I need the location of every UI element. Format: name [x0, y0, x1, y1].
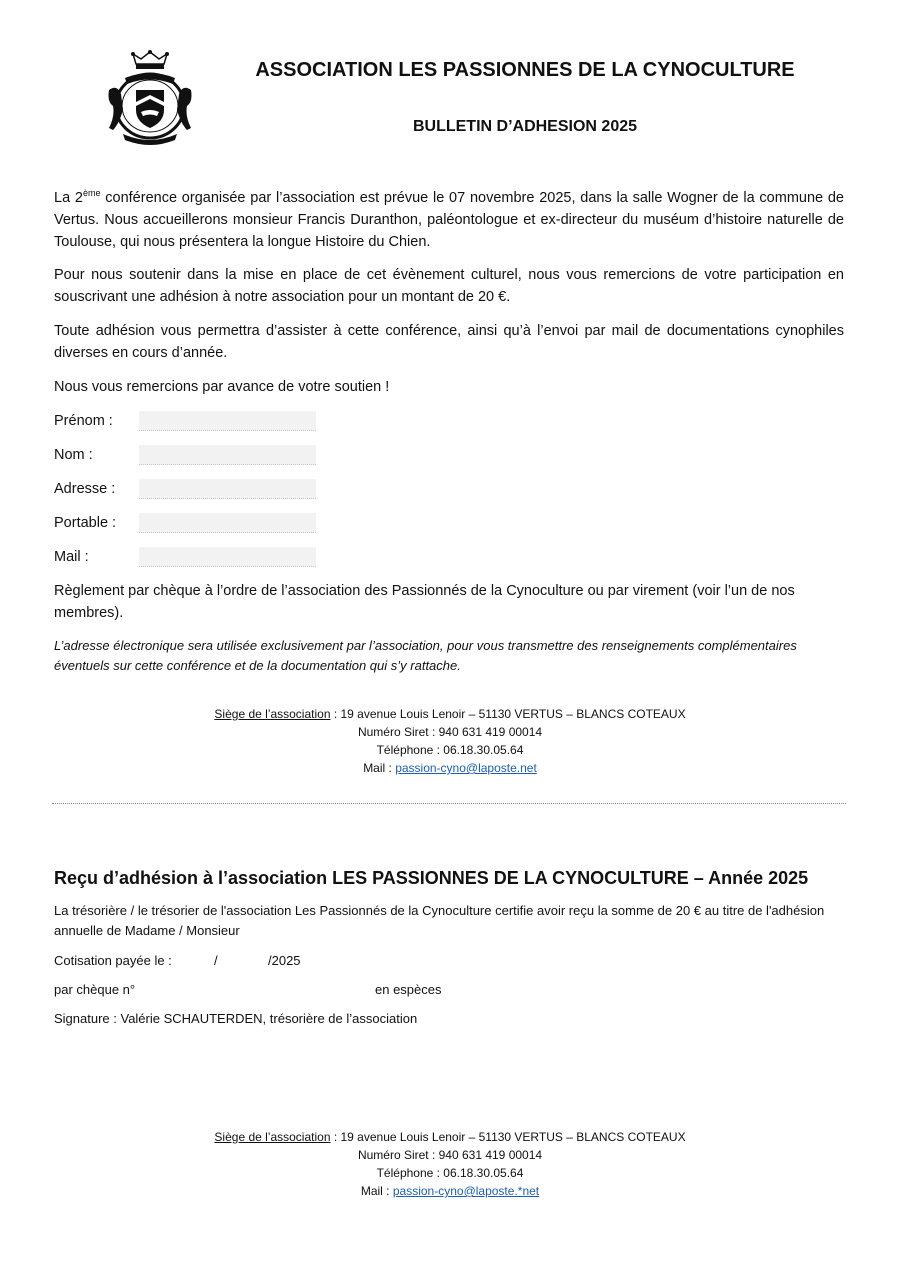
- portable-field[interactable]: [139, 513, 316, 533]
- email-usage-note: L’adresse électronique sera utilisée exclusivement par l’association, pour vous transmettre des renseignements complémentaires éventuels sur cette conférence et de la documentation qui s’y rattache.: [54, 638, 797, 673]
- page-title: ASSOCIATION LES PASSIONNES DE LA CYNOCULTURE: [255, 59, 795, 81]
- cheque-label: par chèque n°: [54, 982, 136, 997]
- prenom-field[interactable]: [139, 411, 316, 431]
- mail-line-label: Mail :: [360, 1184, 393, 1198]
- association-crest-logo: [103, 50, 197, 150]
- mail-field[interactable]: [139, 547, 316, 567]
- payment-text: Règlement par chèque à l’ordre de l’association des Passionnés de la Cynoculture ou par virement (voir l’un de nos membres).: [54, 583, 795, 621]
- siege-line: [140, 705, 760, 723]
- adresse-field[interactable]: [139, 479, 316, 499]
- telephone-line: Téléphone : 06.18.30.05.64: [376, 1166, 524, 1180]
- portable-label: Portable :: [54, 515, 117, 531]
- receipt-text: La trésorière / le trésorier de l'association Les Passionnés de la Cynoculture certifie avoir reçu la somme de 20 € au titre de l'adhésion annuelle de Madame / Monsieur: [54, 903, 825, 938]
- email-link[interactable]: passion-cyno@laposte.net: [395, 761, 537, 775]
- mail-line: [140, 1182, 760, 1200]
- siret-line: Numéro Siret : 940 631 419 00014: [357, 1148, 543, 1162]
- date-separator-year: /2025: [268, 953, 301, 968]
- nom-field[interactable]: [139, 445, 316, 465]
- siege-value: : 19 avenue Louis Lenoir – 51130 VERTUS – BLANCS COTEAUX: [330, 707, 686, 721]
- nom-label: Nom :: [54, 447, 93, 463]
- footer-address-block: [140, 705, 760, 777]
- signature-line: Signature : Valérie SCHAUTERDEN, trésorière de l’association: [54, 1011, 418, 1026]
- prenom-label: Prénom :: [54, 413, 113, 429]
- intro-paragraph-4: Nous vous remercions par avance de votre soutien !: [54, 379, 390, 395]
- date-separator-1: /: [214, 953, 218, 968]
- siret-line: Numéro Siret : 940 631 419 00014: [357, 725, 543, 739]
- siege-value: : 19 avenue Louis Lenoir – 51130 VERTUS – BLANCS COTEAUX: [330, 1130, 686, 1144]
- siege-line: [140, 1128, 760, 1146]
- email-link[interactable]: passion-cyno@laposte.*net: [392, 1184, 540, 1198]
- mail-line: [140, 759, 760, 777]
- footer-address-block-2: [140, 1128, 760, 1200]
- ordinal-superscript: ème: [82, 188, 101, 199]
- intro-p1-start: La 2: [54, 190, 83, 206]
- adresse-label: Adresse :: [54, 481, 116, 497]
- intro-paragraph-3: Toute adhésion vous permettra d’assister à cette conférence, ainsi qu’à l’envoi par mail de documentations cynophiles diverses en cours d’année.: [54, 323, 844, 361]
- receipt-title: Reçu d’adhésion à l’association LES PASSIONNES DE LA CYNOCULTURE – Année 2025: [54, 868, 809, 888]
- intro-paragraph-1: [54, 187, 844, 253]
- mail-label: Mail :: [54, 549, 89, 565]
- siege-label: Siège de l’association: [214, 707, 331, 721]
- page-subtitle: BULLETIN D’ADHESION 2025: [412, 118, 638, 135]
- telephone-line: Téléphone : 06.18.30.05.64: [376, 743, 524, 757]
- especes-label: en espèces: [375, 982, 442, 997]
- mail-line-label: Mail :: [363, 761, 396, 775]
- intro-paragraph-2: Pour nous soutenir dans la mise en place de cet évènement culturel, nous vous remercions de votre participation en souscrivant une adhésion à notre association pour un montant de 20 €.: [54, 267, 844, 305]
- intro-p1-rest: conférence organisée par l’association est prévue le 07 novembre 2025, dans la salle Wogner de la commune de Vertus. Nous accueillerons monsieur Francis Duranthon, paléontologue et ex-directeur du muséum d’histoire naturelle de Toulouse, qui nous présentera la longue Histoire du Chien.: [54, 190, 844, 250]
- crown-icon: [131, 50, 169, 69]
- cut-line-divider: [52, 803, 846, 804]
- siege-label: Siège de l’association: [214, 1130, 331, 1144]
- cotisation-label: Cotisation payée le :: [54, 953, 172, 968]
